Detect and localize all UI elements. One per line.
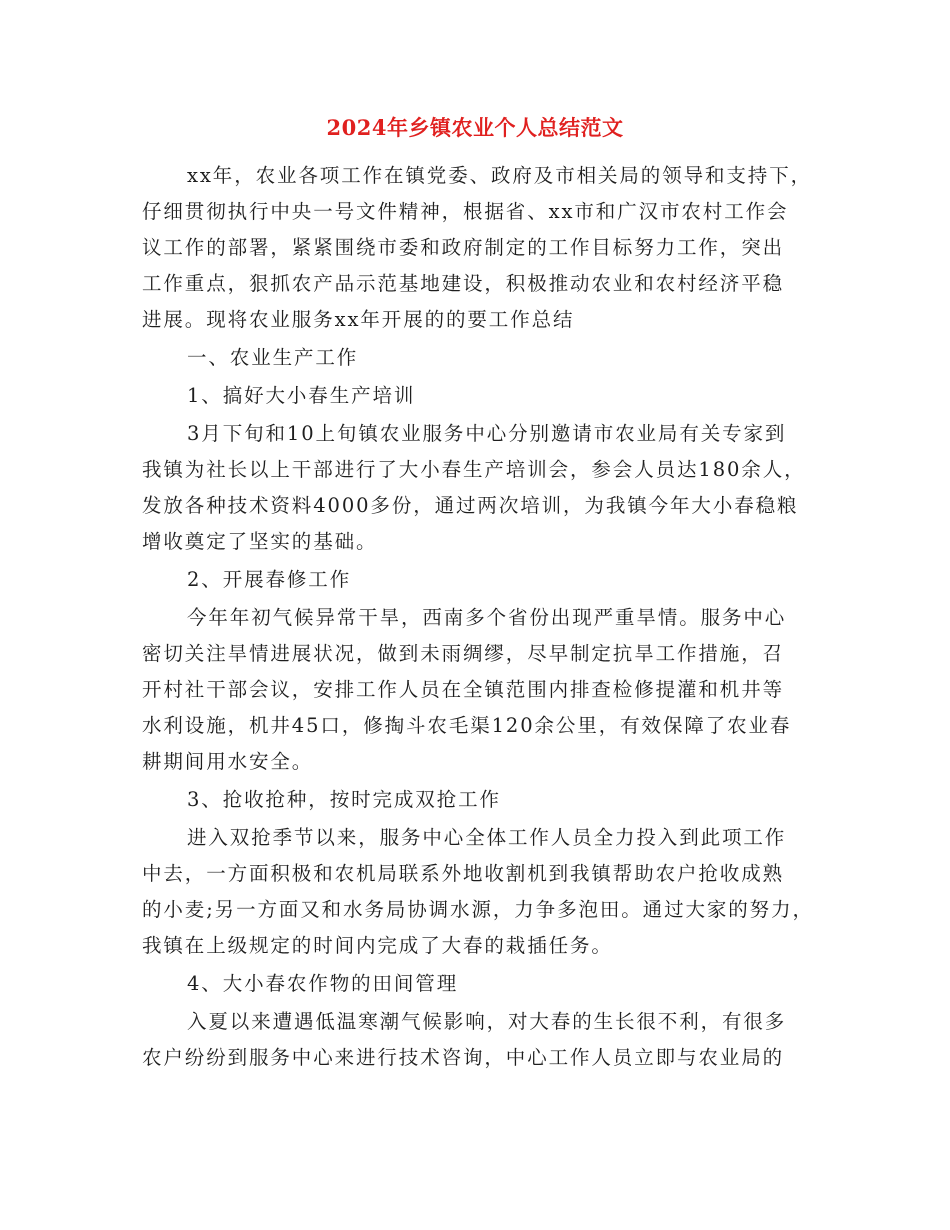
- document-title: 2024年乡镇农业个人总结范文: [326, 115, 624, 140]
- paragraph-line: 发放各种技术资料4000多份，通过两次培训，为我镇今年大小春稳粮: [142, 494, 799, 517]
- paragraph-line: 的小麦;另一方面又和水务局协调水源，力争多泡田。通过大家的努力，: [142, 898, 814, 921]
- paragraph-line: 增收奠定了坚实的基础。: [142, 530, 378, 553]
- paragraph-line: 2、开展春修工作: [187, 568, 352, 591]
- paragraph-line: 密切关注旱情进展状况，做到未雨绸缪，尽早制定抗旱工作措施，召: [142, 642, 785, 665]
- paragraph-line: 中去，一方面积极和农机局联系外地收割机到我镇帮助农户抢收成熟: [142, 862, 785, 885]
- paragraph-line: 一、农业生产工作: [187, 346, 359, 369]
- paragraph-line: 水利设施，机井45口，修掏斗农毛渠120余公里，有效保障了农业春: [142, 714, 792, 737]
- paragraph-line: 农户纷纷到服务中心来进行技术咨询，中心工作人员立即与农业局的: [142, 1046, 785, 1069]
- paragraph-line: 开村社干部会议，安排工作人员在全镇范围内排查检修提灌和机井等: [142, 678, 785, 701]
- paragraph-line: 3月下旬和10上旬镇农业服务中心分别邀请市农业局有关专家到: [187, 422, 787, 445]
- paragraph-line: 仔细贯彻执行中央一号文件精神，根据省、xx市和广汉市农村工作会: [142, 200, 789, 223]
- paragraph-line: xx年，农业各项工作在镇党委、政府及市相关局的领导和支持下，: [187, 164, 812, 187]
- paragraph-line: 进展。现将农业服务xx年开展的的要工作总结: [142, 308, 575, 331]
- paragraph-line: 议工作的部署，紧紧围绕市委和政府制定的工作目标努力工作，突出: [142, 236, 785, 259]
- paragraph-line: 我镇为社长以上干部进行了大小春生产培训会，参会人员达180余人，: [142, 458, 806, 481]
- paragraph-line: 进入双抢季节以来，服务中心全体工作人员全力投入到此项工作: [187, 826, 787, 849]
- paragraph-line: 我镇在上级规定的时间内完成了大春的栽插任务。: [142, 934, 613, 957]
- paragraph-line: 今年年初气候异常干旱，西南多个省份出现严重旱情。服务中心: [187, 606, 787, 629]
- paragraph-line: 3、抢收抢种，按时完成双抢工作: [187, 788, 501, 811]
- paragraph-line: 入夏以来遭遇低温寒潮气候影响，对大春的生长很不利，有很多: [187, 1010, 787, 1033]
- paragraph-line: 4、大小春农作物的田间管理: [187, 972, 459, 995]
- paragraph-line: 1、搞好大小春生产培训: [187, 384, 416, 407]
- paragraph-line: 工作重点，狠抓农产品示范基地建设，积极推动农业和农村经济平稳: [142, 272, 785, 295]
- paragraph-line: 耕期间用水安全。: [142, 750, 314, 773]
